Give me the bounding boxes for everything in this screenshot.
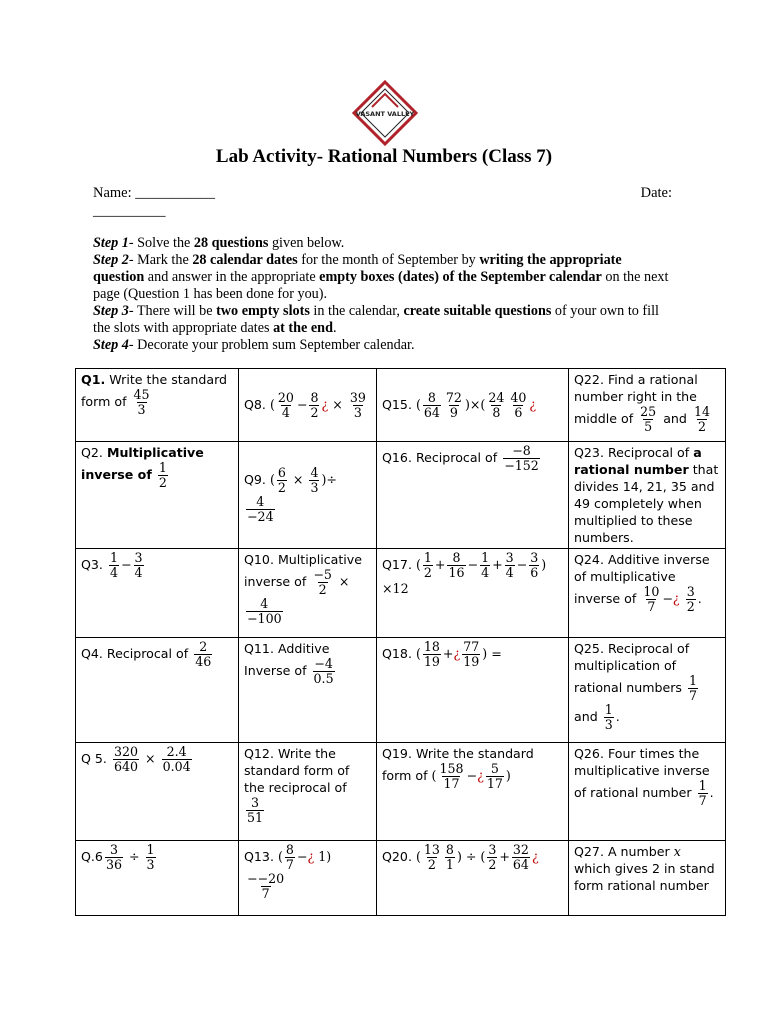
step-4: Step 4- Decorate your problem sum September calendar. [93,337,415,353]
question-cell-q25: Q25. Reciprocal of multiplication of rational numbers $\frac{1}{7}$ and $\frac{1}{3}$ . [569,638,726,743]
question-cell-q9: Q9. ( $\frac{6}{2}$ × $\frac{4}{3}$ )÷ $\frac{4}{-24}$ [239,442,377,549]
question-cell-q18: Q18. ( $\frac{18}{19}$ +¿ $\frac{77}{19}$ ) = [377,638,569,743]
logo-text: VASANT VALLEY [355,110,415,118]
question-cell-q20: Q20. ( $\frac{13}{2}$ $\frac{8}{1}$ ) ÷ ( $\frac{3}{2}$ + $\frac{32}{64}$ ¿ [377,841,569,916]
question-cell-q22: Q22. Find a rational number right in the middle of $\frac{25}{5}$ and $\frac{14}{2}$ [569,369,726,442]
step-1: Step 1- Solve the 28 questions given below. [93,235,345,251]
questions-table [75,368,726,916]
question-cell-q19: Q19. Write the standard form of ( $\frac{158}{17}$ −¿ $\frac{5}{17}$ ) [377,743,569,841]
page-title: Lab Activity- Rational Numbers (Class 7) [215,146,553,167]
question-cell-q1: Q1. Write the standard form of $\frac{45}{3}$ [76,369,239,442]
question-cell-q27: Q27. A number x which gives 2 in stand form rational number [569,841,726,916]
question-cell-q2: Q2. Multiplicative inverse of $\frac{1}{2}$ [76,442,239,549]
instructions [93,235,676,354]
school-logo [352,80,418,146]
step-3: Step 3- There will be two empty slots in the calendar, create suitable questions of your own to fill the slots with appropriate dates at the end. [93,303,659,336]
question-cell-q4: Q4. Reciprocal of $\frac{2}{46}$ [76,638,239,743]
question-cell-q26: Q26. Four times the multiplicative inverse of rational number $\frac{1}{7}$ . [569,743,726,841]
question-cell-q8: Q8. ( $\frac{20}{4}$ − $\frac{8}{2}$ ¿ × $\frac{39}{3}$ [239,369,377,442]
question-cell-q11: Q11. Additive Inverse of $\frac{-4}{0.5}$ [239,638,377,743]
name-field: Name: ___________ [93,185,216,201]
question-cell-q6: Q.6 $\frac{3}{36}$ ÷ $\frac{1}{3}$ [76,841,239,916]
date-field: __________ [93,203,166,219]
question-cell-q23: Q23. Reciprocal of a rational number that divides 14, 21, 35 and 49 completely when multiplied to these numbers. [569,442,726,549]
question-cell-q10: Q10. Multiplicative inverse of $\frac{-5}{2}$ × $\frac{4}{-100}$ [239,549,377,638]
question-cell-q16: Q16. Reciprocal of $\frac{-8}{-152}$ [377,442,569,549]
question-cell-q12: Q12. Write the standard form of the reciprocal of $\frac{3}{51}$ [239,743,377,841]
date-label: Date: [640,185,672,201]
question-cell-q3: Q3. $\frac{1}{4}$ − $\frac{3}{4}$ [76,549,239,638]
question-cell-q24: Q24. Additive inverse of multiplicative inverse of $\frac{10}{7}$ −¿ $\frac{3}{2}$ . [569,549,726,638]
question-cell-q5: Q 5. $\frac{320}{640}$ × $\frac{2.4}{0.04}$ [76,743,239,841]
question-cell-q15: Q15. ( $\frac{8}{64}$ $\frac{72}{9}$ )×( $\frac{24}{8}$ $\frac{40}{6}$ ¿ [377,369,569,442]
step-2: Step 2- Mark the 28 calendar dates for the month of September by writing the appropriate question and answer in the appropriate empty boxes (dates) of the September calendar on the next page (Question 1 has been done for you). [93,252,669,302]
question-cell-q17: Q17. ( $\frac{1}{2}$ + $\frac{8}{16}$ − $\frac{1}{4}$ + $\frac{3}{4}$ − $\frac{3}{6}$ ) ×12 [377,549,569,638]
question-cell-q13: Q13. ( $\frac{8}{7}$ −¿ 1) $\frac{--20}{7}$ [239,841,377,916]
